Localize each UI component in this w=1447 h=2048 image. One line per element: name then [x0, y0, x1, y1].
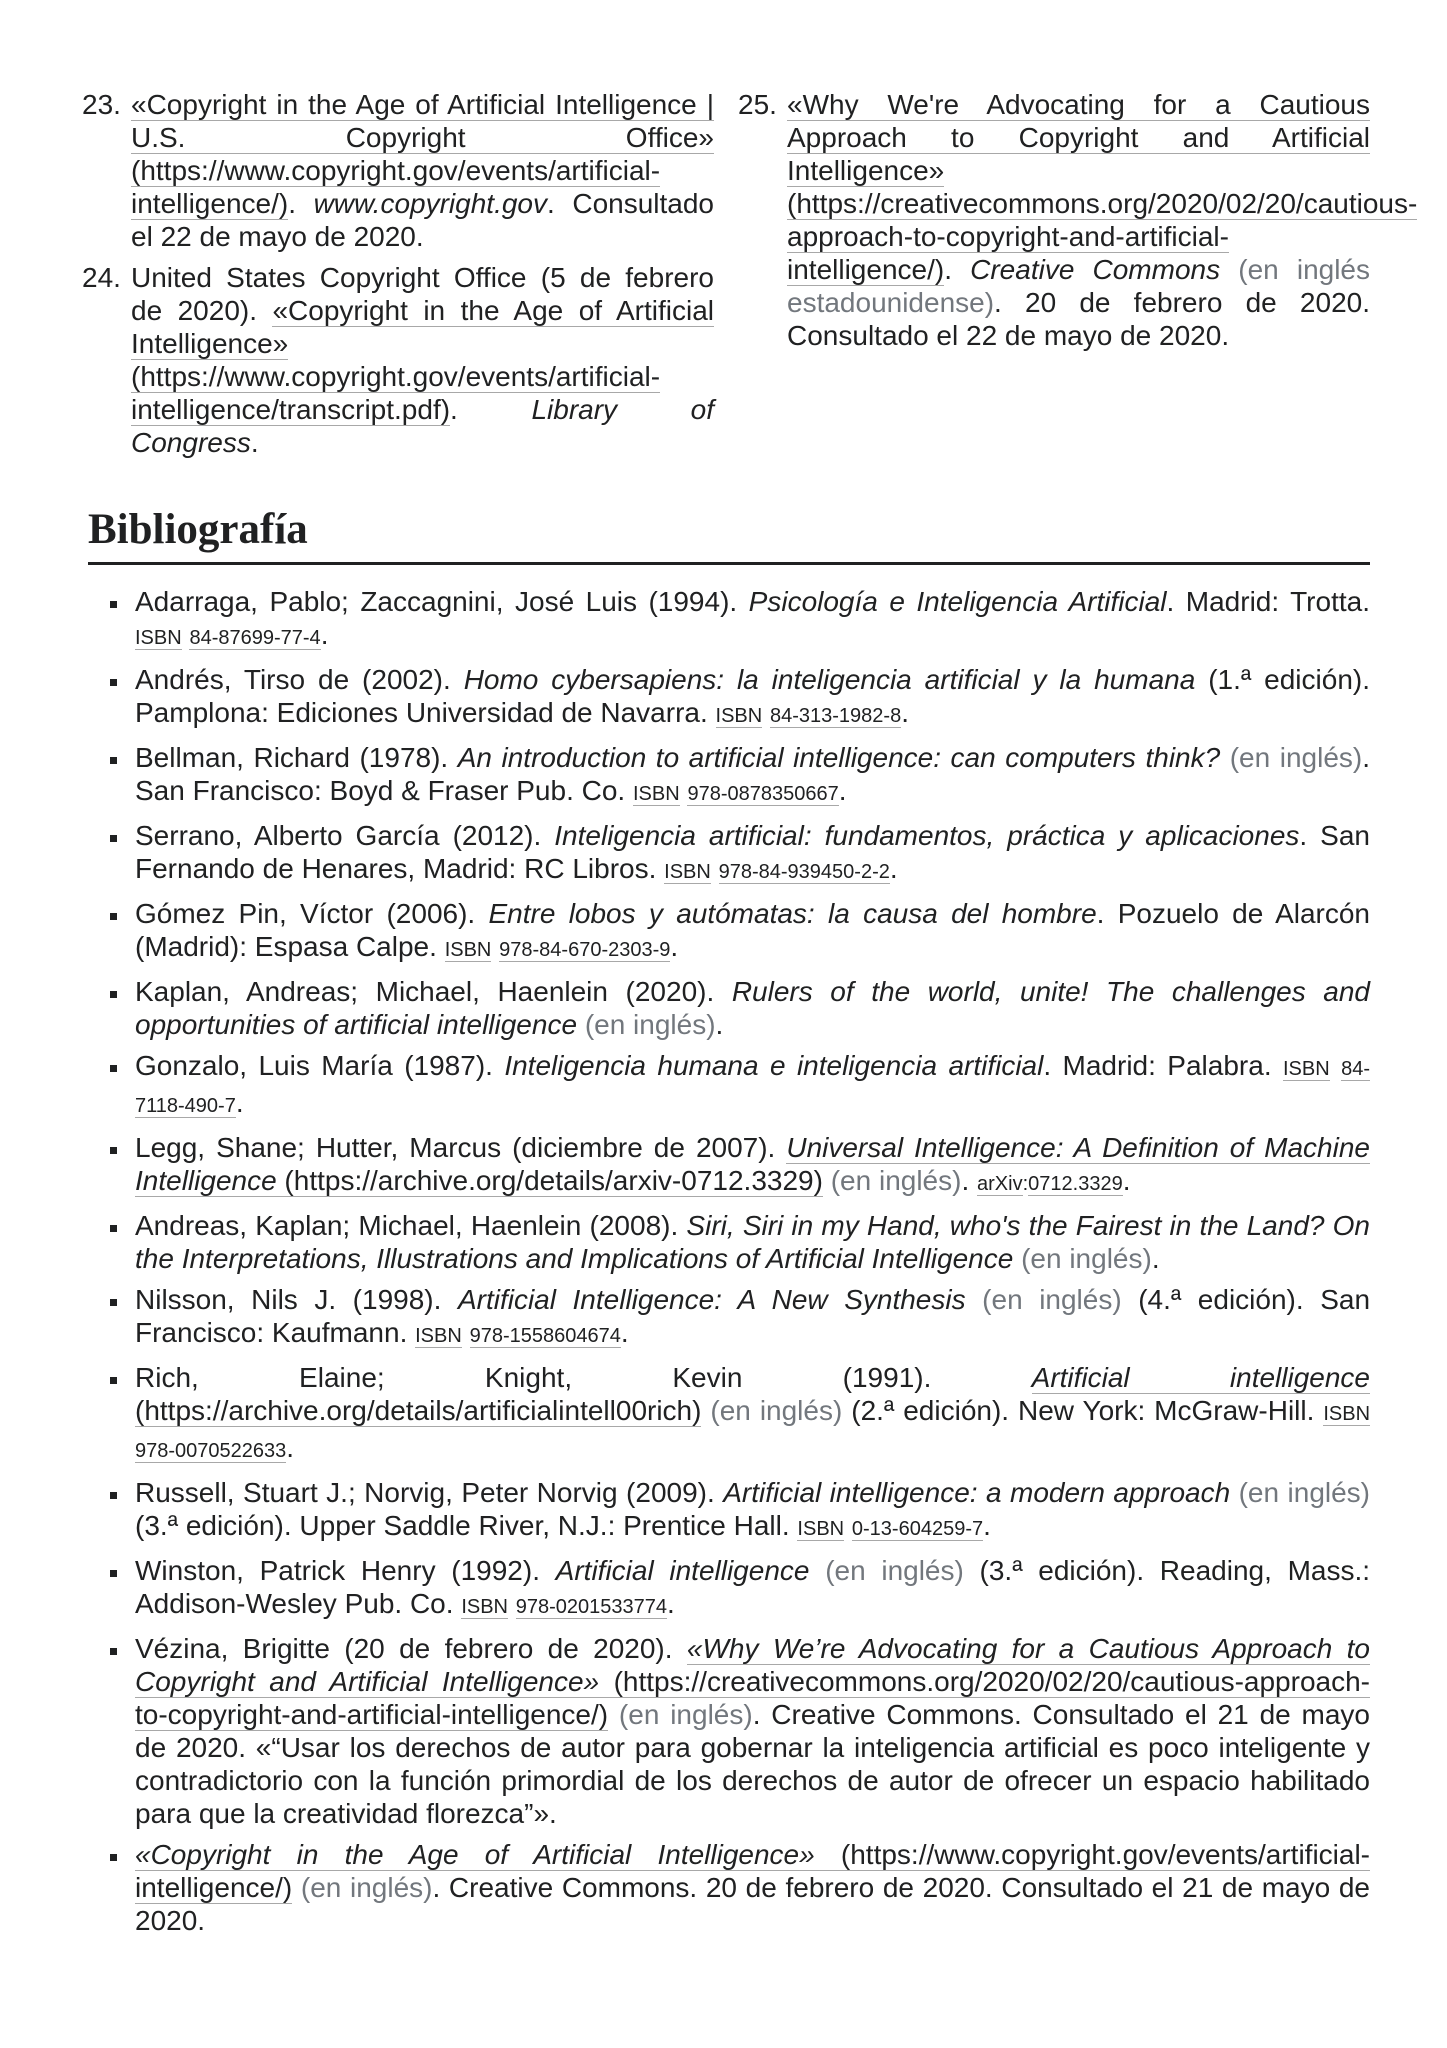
bibliography-item: Nilsson, Nils J. (1998). Artificial Intelligence: A New Synthesis (en inglés) (4.ª edición). San Francisco: Kaufmann. ISBN 978-1558604674.	[88, 1283, 1370, 1353]
language-note: (en inglés)	[1021, 1243, 1152, 1274]
bibliography-item: Serrano, Alberto García (2012). Inteligencia artificial: fundamentos, práctica y aplicaciones. San Fernando de Henares, Madrid: RC Libros. ISBN 978-84-939450-2-2.	[88, 819, 1370, 889]
isbn-label[interactable]: ISBN	[461, 1596, 508, 1618]
item-title: Inteligencia humana e inteligencia artificial	[504, 1050, 1044, 1081]
page	[82, 88, 1418, 1936]
item-author: Rich, Elaine; Knight, Kevin (1991).	[135, 1362, 1032, 1393]
language-note: (en inglés)	[1238, 1477, 1371, 1508]
item-title: Rulers of the world, unite! The challenges and opportunities of artificial intelligence	[135, 976, 1370, 1040]
isbn-link[interactable]: 978-84-939450-2-2	[718, 861, 890, 883]
reference-number: 23.	[82, 89, 121, 120]
bibliography-list	[88, 585, 1370, 1937]
item-details: .	[715, 1009, 724, 1040]
reference-25: 25. «Why We're Advocating for a Cautious Approach to Copyright and Artificial Intelligence» (https://creativecommons.org/2020/02/20/cautious-approach-to-copyright-and-artificial-intelligence/). Creative Commons (en inglés estadounidense). 20 de febrero de 2020. Consultado el 22 de mayo de 2020.	[738, 89, 1418, 351]
arxiv-label[interactable]: arXiv	[977, 1173, 1023, 1195]
reference-23: 23. «Copyright in the Age of Artificial Intelligence | U.S. Copyright Office» (https://www.copyright.gov/events/artificial-intelligence/). www.copyright.gov. Consultado el 22 de mayo de 2020.	[82, 89, 715, 252]
isbn-label[interactable]: ISBN	[415, 1325, 462, 1347]
item-details: (3.ª edición). Reading, Mass.: Addison-Wesley Pub. Co.	[135, 1555, 1371, 1619]
reference-site: Creative Commons	[970, 254, 1221, 285]
bibliography-item	[88, 1632, 1370, 1830]
isbn-label[interactable]: ISBN	[715, 705, 763, 727]
isbn-link[interactable]: 978-0070522633	[135, 1440, 287, 1462]
isbn-link[interactable]: 978-0878350667	[687, 783, 839, 805]
bibliography-item: Gómez Pin, Víctor (2006). Entre lobos y autómatas: la causa del hombre. Pozuelo de Alarcón (Madrid): Espasa Calpe. ISBN 978-84-670-2303-9.	[88, 897, 1370, 967]
reference-number: 25.	[738, 89, 777, 120]
isbn-label[interactable]: ISBN	[1283, 1058, 1330, 1080]
isbn-label[interactable]: ISBN	[632, 783, 680, 805]
item-details: . Creative Commons. Consultado el 21 de mayo de 2020. «“Usar los derechos de autor para gobernar la inteligencia artificial es poco inteligente y contradictorio con la función primordial de los derechos de autor de ofrecer un espacio habilitado para que la creatividad florezca”».	[135, 1699, 1370, 1829]
isbn-label[interactable]: ISBN	[135, 627, 182, 649]
section-heading: Bibliografía	[88, 504, 1370, 565]
item-author: Bellman, Richard (1978).	[135, 742, 458, 773]
item-details: . Creative Commons. 20 de febrero de 2020. Consultado el 21 de mayo de 2020.	[135, 1872, 1371, 1936]
language-note: (en inglés estadounidense)	[787, 254, 1371, 318]
item-link[interactable]: Artificial intelligence (https://archive.org/details/artificialintell00rich)	[135, 1362, 1371, 1426]
references-right-column	[738, 88, 1418, 467]
bibliography-item	[88, 975, 1370, 1041]
isbn-link[interactable]: 978-1558604674	[469, 1325, 621, 1347]
item-author: Andreas, Kaplan; Michael, Haenlein (2008).	[135, 1210, 687, 1241]
item-author: Serrano, Alberto García (2012).	[135, 820, 555, 851]
isbn-link[interactable]: 84-313-1982-8	[770, 705, 902, 727]
isbn-link[interactable]: 978-0201533774	[515, 1596, 668, 1618]
reference-site: www.copyright.gov	[313, 188, 547, 219]
item-link[interactable]: «Copyright in the Age of Artificial Intelligence» (https://www.copyright.gov/events/artificial-intelligence/)	[135, 1839, 1370, 1903]
item-details: (2.ª edición). New York: McGraw-Hill.	[842, 1395, 1324, 1426]
reference-24: 24. United States Copyright Office (5 de febrero de 2020). «Copyright in the Age of Artificial Intelligence» (https://www.copyright.gov/events/artificial-intelligence/transcript.pdf). Library of Congress.	[82, 262, 715, 458]
item-details: . San Fernando de Henares, Madrid: RC Libros.	[135, 820, 1370, 884]
item-author: Russell, Stuart J.; Norvig, Peter Norvig (2009).	[135, 1477, 724, 1508]
item-details: (1.ª edición). Pamplona: Ediciones Universidad de Navarra.	[135, 664, 1370, 728]
item-author: Nilsson, Nils J. (1998).	[135, 1284, 458, 1315]
bibliography-item: Russell, Stuart J.; Norvig, Peter Norvig (2009). Artificial intelligence: a modern approach (en inglés) (3.ª edición). Upper Saddle River, N.J.: Prentice Hall. ISBN 0-13-604259-7.	[88, 1476, 1370, 1546]
language-note: (en inglés)	[584, 1009, 716, 1040]
bibliography-item: Gonzalo, Luis María (1987). Inteligencia humana e inteligencia artificial. Madrid: Palabra. ISBN 84-7118-490-7.	[88, 1049, 1370, 1123]
isbn-label[interactable]: ISBN	[664, 861, 711, 883]
item-author: Adarraga, Pablo; Zaccagnini, José Luis (1994).	[135, 586, 749, 617]
bibliography-item: Bellman, Richard (1978). An introduction to artificial intelligence: can computers think? (en inglés). San Francisco: Boyd & Fraser Pub. Co. ISBN 978-0878350667.	[88, 741, 1370, 811]
arxiv-sep: :	[1022, 1173, 1029, 1195]
isbn-link[interactable]: 84-87699-77-4	[189, 627, 321, 649]
item-author: Gómez Pin, Víctor (2006).	[135, 898, 489, 929]
references-left-column	[82, 88, 715, 467]
reference-site: Library of Congress	[131, 394, 715, 458]
item-title: Artificial intelligence: a modern approach	[723, 1477, 1231, 1508]
item-link[interactable]: Universal Intelligence: A Definition of Machine Intelligence (https://archive.org/details/arxiv-0712.3329)	[135, 1132, 1370, 1196]
item-title: Entre lobos y autómatas: la causa del hombre	[488, 898, 1097, 929]
item-details: (4.ª edición). San Francisco: Kaufmann.	[135, 1284, 1371, 1348]
item-details: . San Francisco: Boyd & Fraser Pub. Co.	[135, 742, 1370, 806]
language-note: (en inglés)	[618, 1699, 753, 1730]
reference-number: 24.	[82, 262, 121, 293]
item-details: . Pozuelo de Alarcón (Madrid): Espasa Calpe.	[135, 898, 1371, 962]
bibliography-item: Rich, Elaine; Knight, Kevin (1991). Artificial intelligence (https://archive.org/details/artificialintell00rich) (en inglés) (2.ª edición). New York: McGraw-Hill. ISBN 978-0070522633.	[88, 1361, 1370, 1468]
isbn-label[interactable]: ISBN	[797, 1518, 845, 1540]
item-details: (3.ª edición). Upper Saddle River, N.J.: Prentice Hall.	[135, 1510, 798, 1541]
item-title: Artificial Intelligence: A New Synthesis	[457, 1284, 966, 1315]
bibliography-item: Winston, Patrick Henry (1992). Artificial intelligence (en inglés) (3.ª edición). Reading, Mass.: Addison-Wesley Pub. Co. ISBN 978-0201533774.	[88, 1554, 1370, 1624]
item-details: . Madrid: Trotta.	[1166, 586, 1370, 617]
item-title: Homo cybersapiens: la inteligencia artificial y la humana	[463, 664, 1196, 695]
item-author: Kaplan, Andreas; Michael, Haenlein (2020).	[135, 976, 732, 1007]
item-title: Inteligencia artificial: fundamentos, práctica y aplicaciones	[554, 820, 1300, 851]
bibliography-section	[88, 504, 1370, 1945]
isbn-label[interactable]: ISBN	[444, 939, 492, 961]
item-author: Andrés, Tirso de (2002).	[135, 664, 464, 695]
isbn-label[interactable]: ISBN	[1323, 1403, 1371, 1425]
isbn-link[interactable]: 0-13-604259-7	[851, 1518, 984, 1540]
arxiv-link[interactable]: 0712.3329	[1028, 1173, 1123, 1195]
references-section	[82, 88, 1418, 467]
item-author: Winston, Patrick Henry (1992).	[135, 1555, 556, 1586]
item-title: Siri, Siri in my Hand, who's the Fairest in the Land? On the Interpretations, Illustrations and Implications of Artificial Intelligence	[135, 1210, 1370, 1274]
language-note: (en inglés)	[825, 1555, 964, 1586]
item-author: Legg, Shane; Hutter, Marcus (diciembre de 2007).	[135, 1132, 787, 1163]
reference-link[interactable]: «Why We're Advocating for a Cautious Approach to Copyright and Artificial Intelligence» (https://creativecommons.org/2020/02/20/cautious-approach-to-copyright-and-artificial-intelligence/)	[787, 89, 1418, 285]
item-title: An introduction to artificial intelligence: can computers think?	[457, 742, 1221, 773]
bibliography-item	[88, 1838, 1370, 1937]
bibliography-item: Adarraga, Pablo; Zaccagnini, José Luis (1994). Psicología e Inteligencia Artificial. Madrid: Trotta. ISBN 84-87699-77-4.	[88, 585, 1370, 655]
language-note: (en inglés)	[830, 1165, 962, 1196]
language-note: (en inglés)	[710, 1395, 843, 1426]
item-author: Vézina, Brigitte (20 de febrero de 2020).	[135, 1633, 687, 1664]
isbn-link[interactable]: 84-7118-490-7	[135, 1058, 1370, 1117]
reference-link[interactable]: «Copyright in the Age of Artificial Intelligence | U.S. Copyright Office» (https://www.copyright.gov/events/artificial-intelligence/)	[131, 89, 714, 219]
bibliography-item: Andrés, Tirso de (2002). Homo cybersapiens: la inteligencia artificial y la humana (1.ª edición). Pamplona: Ediciones Universidad de Navarra. ISBN 84-313-1982-8.	[88, 663, 1370, 733]
item-title: Psicología e Inteligencia Artificial	[748, 586, 1167, 617]
item-details: . Madrid: Palabra.	[1043, 1050, 1283, 1081]
item-details: .	[1151, 1243, 1160, 1274]
reference-link[interactable]: «Copyright in the Age of Artificial Intelligence» (https://www.copyright.gov/events/artificial-intelligence/transcript.pdf)	[131, 295, 714, 425]
isbn-link[interactable]: 978-84-670-2303-9	[499, 939, 671, 961]
language-note: (en inglés)	[300, 1872, 433, 1903]
item-title: Artificial intelligence	[555, 1555, 810, 1586]
item-link[interactable]: «Why We’re Advocating for a Cautious Approach to Copyright and Artificial Intelligence» (https://creativecommons.org/2020/02/20/cautious-approach-to-copyright-and-artificial-intelligence/)	[135, 1633, 1370, 1730]
bibliography-item	[88, 1209, 1370, 1275]
language-note: (en inglés)	[1229, 742, 1363, 773]
item-author: Gonzalo, Luis María (1987).	[135, 1050, 505, 1081]
language-note: (en inglés)	[982, 1284, 1122, 1315]
bibliography-item: Legg, Shane; Hutter, Marcus (diciembre de 2007). Universal Intelligence: A Definition of Machine Intelligence (https://archive.org/details/arxiv-0712.3329) (en inglés). arXiv:0712.3329.	[88, 1131, 1370, 1201]
